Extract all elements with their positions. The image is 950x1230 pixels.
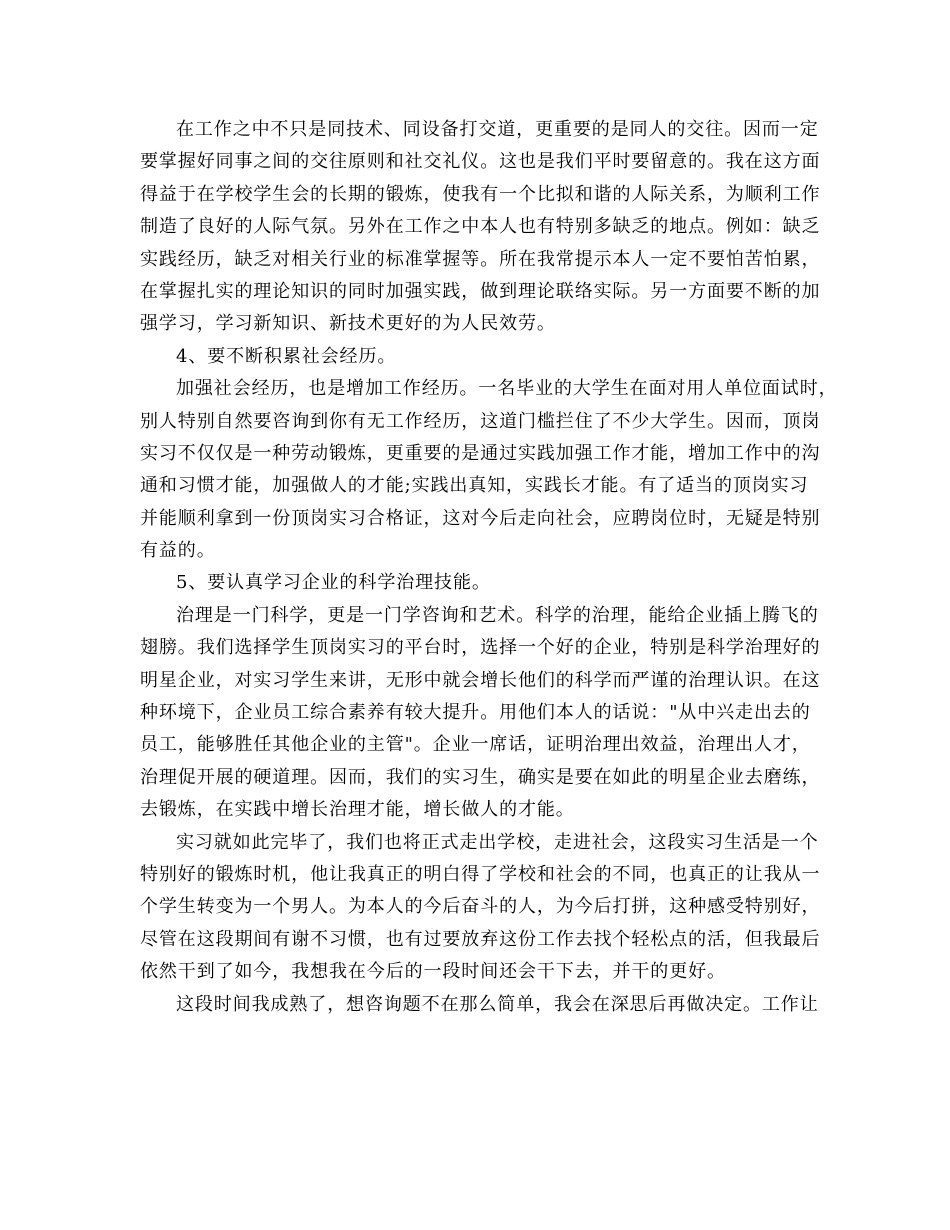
text-line: 明星企业，对实习学生来讲，无形中就会增长他们的科学而严谨的治理认识。在这	[140, 669, 821, 691]
text-line: 要掌握好同事之间的交往原则和社交礼仪。这也是我们平时要留意的。我在这方面	[140, 151, 821, 173]
text-line: 并能顺利拿到一份顶岗实习合格证，这对今后走向社会，应聘岗位时，无疑是特别	[140, 507, 821, 529]
document-body	[140, 114, 838, 1021]
text-line: 通和习惯才能，加强做人的才能;实践出真知，实践长才能。有了适当的顶岗实习	[140, 475, 809, 497]
text-line: 特别好的锻炼时机，他让我真正的明白得了学校和社会的不同，也真正的让我从一	[140, 863, 821, 885]
text-line: 翅膀。我们选择学生顶岗实习的平台时，选择一个好的企业，特别是科学治理好的	[140, 637, 821, 659]
paragraph-workplace-communication	[140, 114, 820, 341]
paragraph-social-experience	[140, 373, 838, 567]
text-line: 治理是一门科学，更是一门学咨询和艺术。科学的治理，能给企业插上腾飞的	[176, 604, 819, 626]
text-line: 实习就如此完毕了，我们也将正式走出学校，走进社会，这段实习生活是一个	[176, 831, 819, 853]
paragraph-maturity	[140, 989, 820, 1021]
paragraph-management-skills	[140, 600, 820, 827]
text-line: 在掌握扎实的理论知识的同时加强实践，做到理论联络实际。另一方面要不断的加	[140, 280, 821, 302]
text-line: 加强社会经历，也是增加工作经历。一名毕业的大学生在面对用人单位面试时，	[176, 378, 838, 400]
text-line: 种环境下，企业员工综合素养有较大提升。用他们本人的话说："从中兴走出去的	[140, 702, 811, 724]
text-line: 个学生转变为一个男人。为本人的今后奋斗的人，为今后打拼，这种感受特别好，	[140, 896, 821, 918]
text-line: 去锻炼，在实践中增长治理才能，增长做人的才能。	[140, 799, 575, 821]
text-line: 治理促开展的硬道理。因而，我们的实习生，确实是要在如此的明星企业去磨练，	[140, 766, 821, 788]
text-line: 制造了良好的人际气氛。另外在工作之中本人也有特别多缺乏的地点。例如：缺乏	[140, 216, 821, 238]
text-line: 实践经历，缺乏对相关行业的标准掌握等。所在我常提示本人一定不要怕苦怕累，	[140, 248, 821, 270]
text-line: 有益的。	[140, 540, 216, 562]
text-line: 实习不仅仅是一种劳动锻炼，更重要的是通过实践加强工作才能，增加工作中的沟	[140, 442, 821, 464]
text-line: 得益于在学校学生会的长期的锻炼，使我有一个比拟和谐的人际关系，为顺利工作	[140, 183, 821, 205]
text-line: 别人特别自然要咨询到你有无工作经历，这道门槛拦住了不少大学生。因而，顶岗	[140, 410, 821, 432]
text-line: 强学习，学习新知识、新技术更好的为人民效劳。	[140, 313, 556, 335]
text-line: 这段时间我成熟了，想咨询题不在那么简单，我会在深思后再做决定。工作让	[176, 993, 819, 1015]
text-line: 5、要认真学习企业的科学治理技能。	[176, 572, 491, 594]
text-line: 4、要不断积累社会经历。	[176, 345, 397, 367]
text-line: 在工作之中不只是同技术、同设备打交道，更重要的是同人的交往。因而一定	[176, 119, 819, 140]
paragraph-internship-summary	[140, 827, 820, 989]
section-heading-5	[140, 567, 820, 599]
text-line: 依然干到了如今，我想我在今后的一段时间还会干下去，并干的更好。	[140, 961, 726, 983]
text-line: 员工，能够胜任其他企业的主管"。企业一席话，证明治理出效益，治理出人才，	[140, 734, 811, 756]
text-line: 尽管在这段期间有谢不习惯，也有过要放弃这份工作去找个轻松点的活，但我最后	[140, 928, 821, 950]
section-heading-4	[140, 341, 820, 373]
